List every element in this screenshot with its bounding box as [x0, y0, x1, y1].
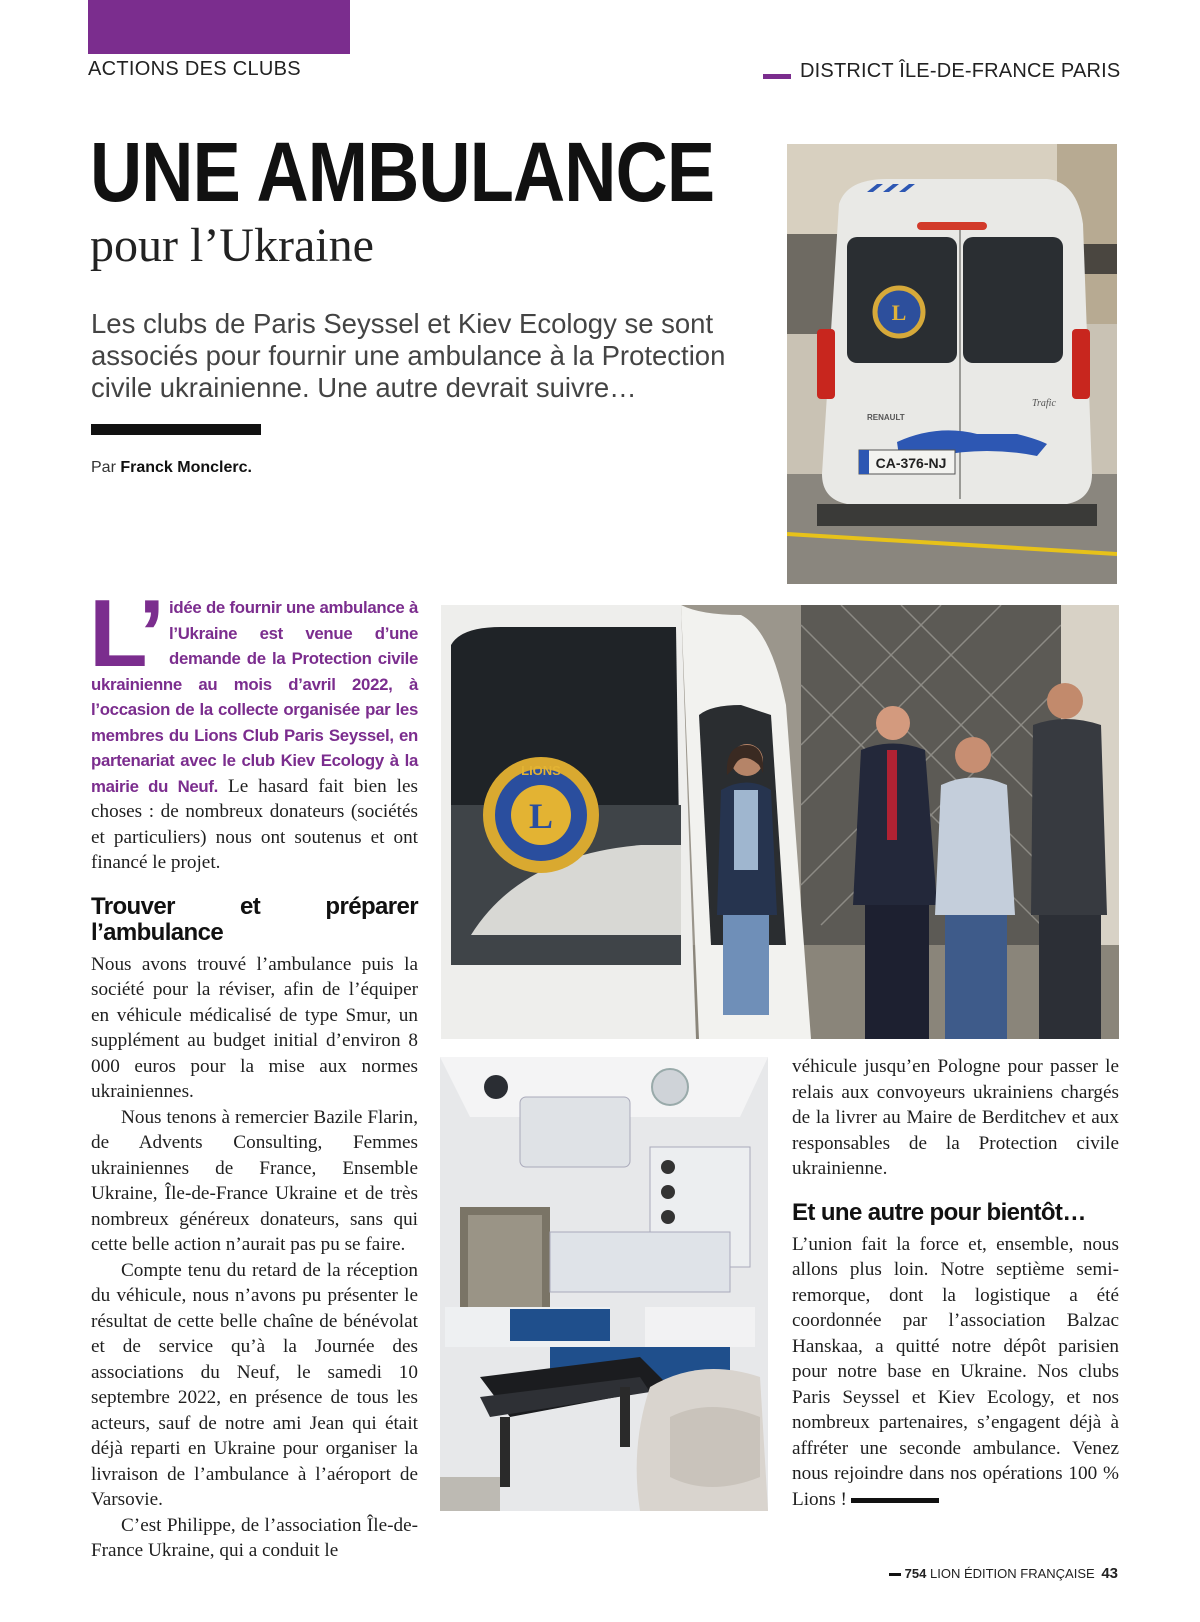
district-dash — [763, 74, 791, 79]
photo-ambulance-rear — [787, 144, 1117, 584]
article-subtitle: pour l’Ukraine — [90, 219, 374, 272]
body-column-right — [792, 1054, 1119, 1512]
paragraph-2: Nous tenons à remercier Bazile Flarin, de Advents Consulting, Femmes ukrainiennes de France, Ensemble Ukraine, Île-de-France Ukraine et de très nombreux généreux donateurs, sans qui cette belle action n’aurait pas pu se faire. — [91, 1106, 418, 1255]
footer-issue: 754 — [904, 1566, 927, 1581]
van-plate: CA-376-NJ — [875, 455, 947, 471]
footer-dash — [889, 1573, 901, 1576]
byline-author: Franck Monclerc. — [120, 459, 252, 476]
intro-text: idée de fournir une ambulance à l’Ukraine est venue d’une demande de la Protection civile ukrainienne au mois d’avril 2022, à l’occasion de la collecte organisée par les membres du Lions Club Paris Seyssel, en partenariat avec le club Kiev Ecology à la mairie du Neuf. — [91, 598, 418, 796]
group-lions-letter: L — [528, 796, 554, 836]
byline-prefix: Par — [91, 459, 116, 476]
body-column-left — [89, 580, 419, 1564]
van-lions-letter: L — [891, 300, 907, 325]
intro-paragraph — [89, 580, 419, 876]
paragraph-1: Nous avons trouvé l’ambulance puis la société pour la réviser, afin de l’équiper en véhicule médicalisé de type Smur, un supplément au budget initial d’environ 8 000 euros pour la mise aux normes ukrainiennes. — [91, 953, 418, 1102]
paragraph-3: Compte tenu du retard de la réception du véhicule, nous n’avons pu présenter le résultat de cette belle chaîne de bénévolat et de service qu’à la Journée des associations du Neuf, le samedi 10 septembre 2022, en présence de tous les acteurs, sauf de notre ami Jean qui était déjà reparti en Ukraine pour organiser la livraison de l’ambulance à l’aéroport de Varsovie. — [91, 1259, 418, 1510]
paragraph-5: véhicule jusqu’en Pologne pour passer le relais aux convoyeurs ukrainiens chargés de la livrer au Maire de Berditchev et aux responsables de la Protection civile ukrainienne. — [792, 1056, 1119, 1179]
intro-tail: Le hasard fait bien les choses : de nombreux donateurs (sociétés et particuliers) nous ont soutenus et ont financé le projet. — [91, 775, 419, 873]
footer-magazine: LION ÉDITION FRANÇAISE — [929, 1566, 1095, 1581]
van-model: Trafic — [1032, 398, 1056, 409]
page-footer — [889, 1565, 1118, 1582]
group-lions-text: LIONS — [521, 763, 561, 778]
lead-rule — [91, 424, 261, 435]
van-brand: RENAULT — [867, 413, 905, 422]
byline — [91, 459, 252, 477]
photo-group-by-ambulance — [441, 605, 1119, 1039]
footer-page-number: 43 — [1101, 1565, 1118, 1582]
article-lead: Les clubs de Paris Seyssel et Kiev Ecology se sont associés pour fournir une ambulance à la Protection civile ukrainienne. Une autre devrait suivre… — [91, 308, 726, 403]
district-label: DISTRICT ÎLE-DE-FRANCE PARIS — [800, 60, 1121, 82]
header-color-bar — [88, 0, 350, 54]
subhead-another-soon: Et une autre pour bientôt… — [792, 1198, 1086, 1226]
end-mark — [851, 1498, 939, 1503]
subhead-find-ambulance: Trouver et préparer l’ambulance — [91, 892, 418, 946]
dropcap: L’ — [89, 580, 162, 687]
photo-ambulance-interior — [440, 1057, 768, 1511]
section-label: ACTIONS DES CLUBS — [88, 58, 301, 80]
article-title: UNE AMBULANCE — [90, 125, 715, 219]
paragraph-6 — [792, 1232, 1119, 1513]
paragraph-4: C’est Philippe, de l’association Île-de-France Ukraine, qui a conduit le — [91, 1514, 418, 1561]
paragraph-6-text: L’union fait la force et, ensemble, nous allons plus loin. Notre septième semi-remorque, dont la logistique a été coordonnée par l’association Balzac Hanskaa, a quitté notre dépôt parisien pour notre base en Ukraine. Nos clubs Paris Seyssel et Kiev Ecology, et nos nombreux partenaires, s’engagent déjà à affréter une seconde ambulance. Venez nous rejoindre dans nos opérations 100 % Lions ! — [792, 1233, 1119, 1510]
